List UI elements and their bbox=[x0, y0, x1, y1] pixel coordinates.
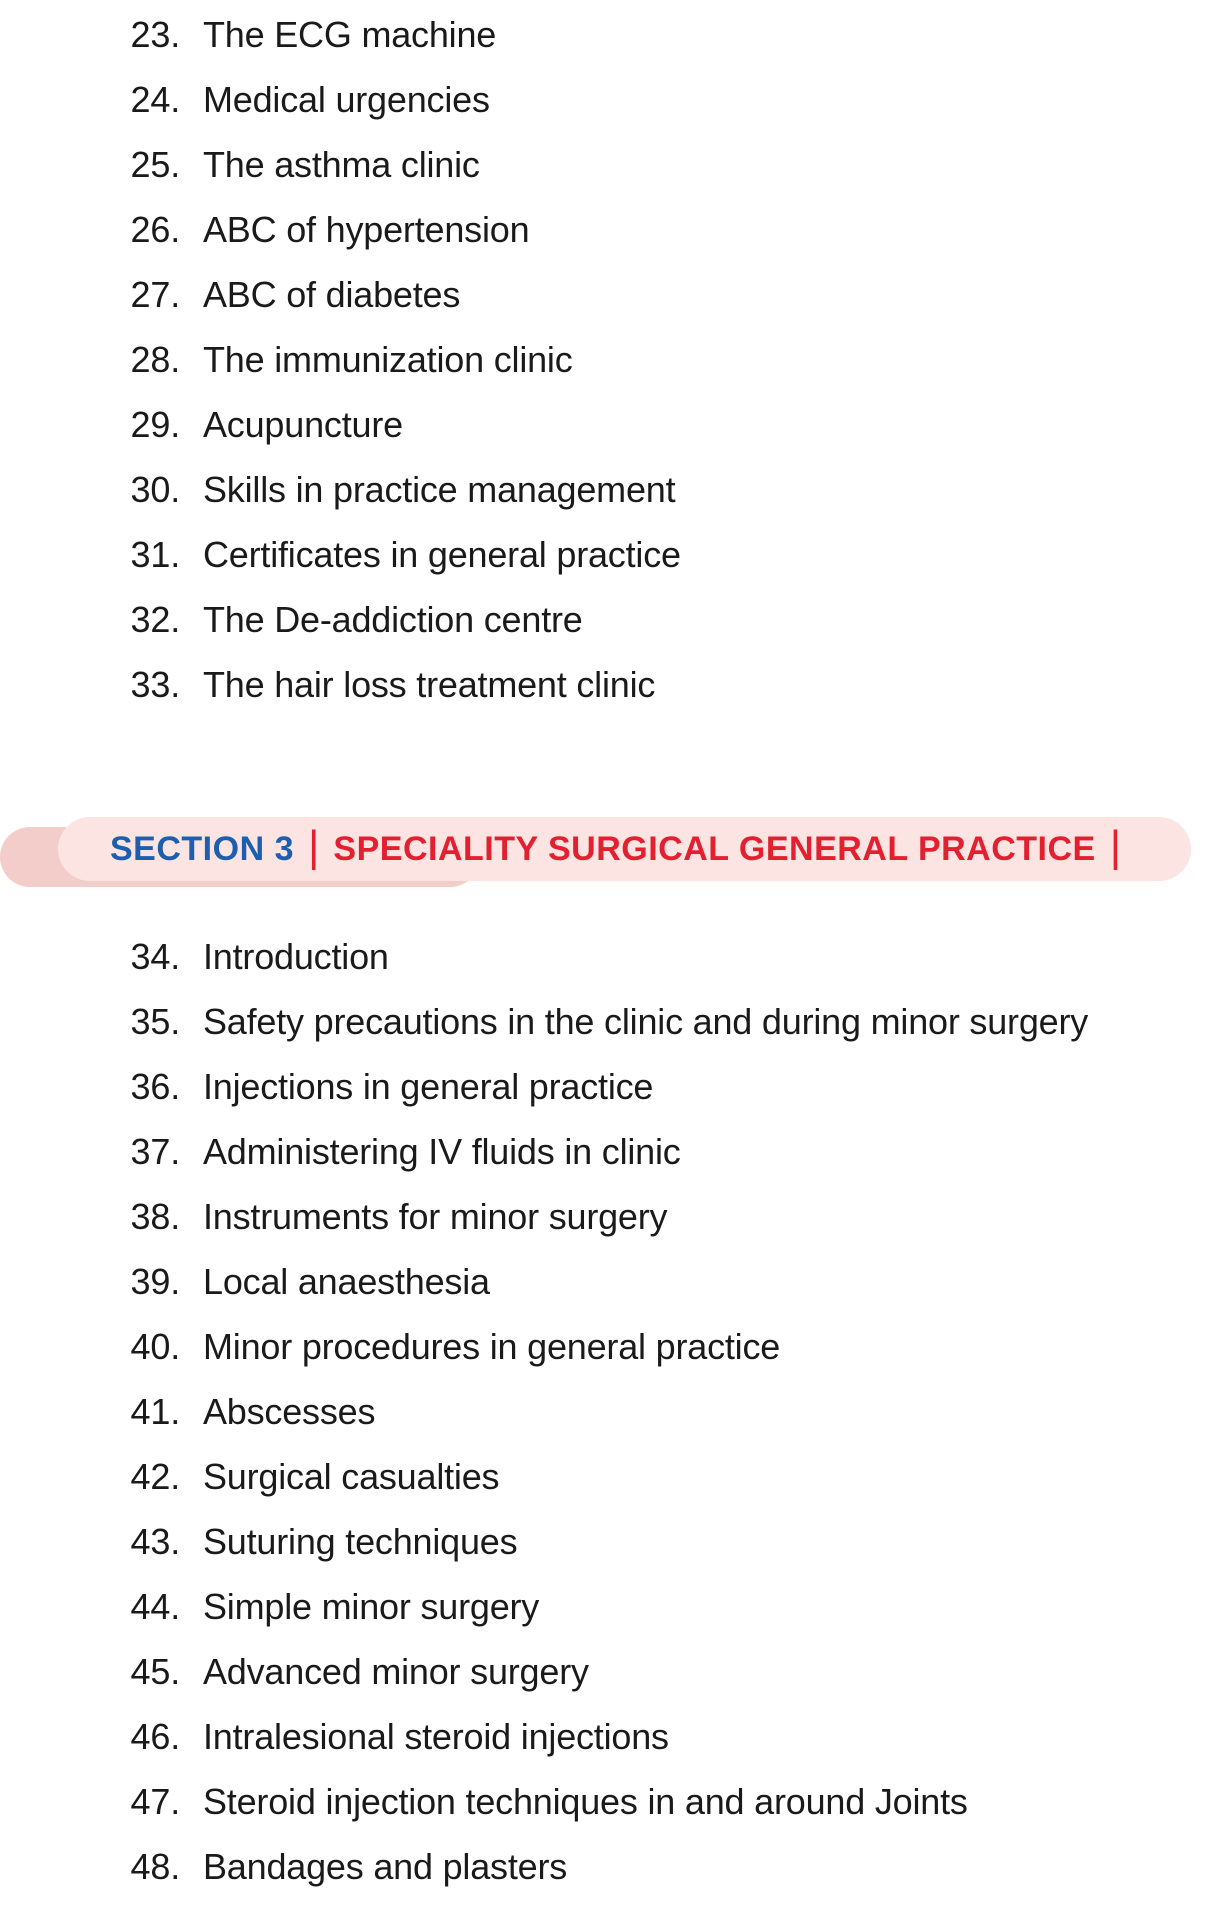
toc-item-number: 34. bbox=[130, 936, 180, 977]
toc-item-number: 47. bbox=[130, 1781, 180, 1822]
toc-item-title: Acupuncture bbox=[203, 404, 403, 445]
toc-item-title: The De-addiction centre bbox=[203, 599, 583, 640]
toc-item-number: 43. bbox=[130, 1521, 180, 1562]
toc-item-number: 37. bbox=[130, 1131, 180, 1172]
toc-item-number: 28. bbox=[130, 339, 180, 380]
toc-item-title: Advanced minor surgery bbox=[203, 1651, 589, 1692]
toc-item-title: Safety precautions in the clinic and during minor surgery bbox=[203, 1001, 1089, 1042]
toc-item-title: The immunization clinic bbox=[203, 339, 573, 380]
toc-item bbox=[125, 1132, 1214, 1172]
toc-item-number: 26. bbox=[130, 209, 180, 250]
toc-list-after-section bbox=[0, 922, 1214, 1887]
toc-item bbox=[125, 210, 1214, 250]
toc-item-number: 24. bbox=[130, 79, 180, 120]
toc-item bbox=[125, 1522, 1214, 1562]
toc-item-number: 39. bbox=[130, 1261, 180, 1302]
toc-item bbox=[125, 145, 1214, 185]
toc-item bbox=[125, 600, 1214, 640]
toc-item-title: The asthma clinic bbox=[203, 144, 480, 185]
toc-item bbox=[125, 1847, 1214, 1887]
toc-item bbox=[125, 1587, 1214, 1627]
toc-item bbox=[125, 665, 1214, 705]
toc-item-title: Instruments for minor surgery bbox=[203, 1196, 668, 1237]
toc-item-title: Abscesses bbox=[203, 1391, 376, 1432]
toc-item-number: 40. bbox=[130, 1326, 180, 1367]
section-banner bbox=[0, 817, 1214, 887]
toc-item-title: Local anaesthesia bbox=[203, 1261, 490, 1302]
toc-item-number: 48. bbox=[130, 1846, 180, 1887]
section-banner-pill bbox=[58, 817, 1191, 881]
toc-item-title: ABC of diabetes bbox=[203, 274, 461, 315]
toc-item-number: 32. bbox=[130, 599, 180, 640]
section-banner-separator: | bbox=[307, 822, 320, 871]
toc-item-number: 33. bbox=[130, 664, 180, 705]
toc-item-number: 23. bbox=[130, 14, 180, 55]
toc-item-number: 44. bbox=[130, 1586, 180, 1627]
toc-item-title: Intralesional steroid injections bbox=[203, 1716, 669, 1757]
toc-item-title: Minor procedures in general practice bbox=[203, 1326, 781, 1367]
toc-item-title: Medical urgencies bbox=[203, 79, 490, 120]
section-banner-label: SECTION 3 bbox=[110, 829, 294, 868]
toc-item bbox=[125, 1717, 1214, 1757]
toc-item bbox=[125, 15, 1214, 55]
toc-item-number: 45. bbox=[130, 1651, 180, 1692]
toc-item bbox=[125, 275, 1214, 315]
toc-item-title: Steroid injection techniques in and around Joints bbox=[203, 1781, 968, 1822]
toc-item-number: 27. bbox=[130, 274, 180, 315]
toc-item-title: The ECG machine bbox=[203, 14, 497, 55]
toc-item bbox=[125, 470, 1214, 510]
toc-item-title: Surgical casualties bbox=[203, 1456, 500, 1497]
toc-item-title: Skills in practice management bbox=[203, 469, 676, 510]
toc-item-title: Introduction bbox=[203, 936, 389, 977]
toc-item-title: The hair loss treatment clinic bbox=[203, 664, 656, 705]
toc-item-title: Bandages and plasters bbox=[203, 1846, 568, 1887]
toc-item-number: 30. bbox=[130, 469, 180, 510]
toc-item bbox=[125, 1392, 1214, 1432]
toc-item-number: 38. bbox=[130, 1196, 180, 1237]
toc-item bbox=[125, 1067, 1214, 1107]
section-banner-trailing-separator: | bbox=[1109, 822, 1122, 871]
toc-item bbox=[125, 80, 1214, 120]
toc-item bbox=[125, 1782, 1214, 1822]
toc-item-title: Certificates in general practice bbox=[203, 534, 681, 575]
toc-item bbox=[125, 535, 1214, 575]
toc-item-number: 31. bbox=[130, 534, 180, 575]
toc-item bbox=[125, 405, 1214, 445]
section-banner-title: SPECIALITY SURGICAL GENERAL PRACTICE bbox=[333, 829, 1096, 868]
toc-item-title: Simple minor surgery bbox=[203, 1586, 540, 1627]
toc-item-number: 42. bbox=[130, 1456, 180, 1497]
toc-item-number: 25. bbox=[130, 144, 180, 185]
toc-item bbox=[125, 937, 1214, 977]
toc-item-title: Administering IV fluids in clinic bbox=[203, 1131, 681, 1172]
toc-item-title: Injections in general practice bbox=[203, 1066, 654, 1107]
toc-item-number: 36. bbox=[130, 1066, 180, 1107]
toc-item-number: 29. bbox=[130, 404, 180, 445]
toc-item bbox=[125, 1262, 1214, 1302]
toc-item-number: 46. bbox=[130, 1716, 180, 1757]
toc-item bbox=[125, 1197, 1214, 1237]
toc-list-before-section bbox=[0, 0, 1214, 705]
toc-item-number: 35. bbox=[130, 1001, 180, 1042]
toc-item bbox=[125, 1457, 1214, 1497]
toc-item bbox=[125, 1002, 1214, 1042]
toc-item-number: 41. bbox=[130, 1391, 180, 1432]
toc-item bbox=[125, 340, 1214, 380]
toc-item-title: Suturing techniques bbox=[203, 1521, 518, 1562]
toc-item bbox=[125, 1327, 1214, 1367]
toc-item-title: ABC of hypertension bbox=[203, 209, 530, 250]
toc-item bbox=[125, 1652, 1214, 1692]
